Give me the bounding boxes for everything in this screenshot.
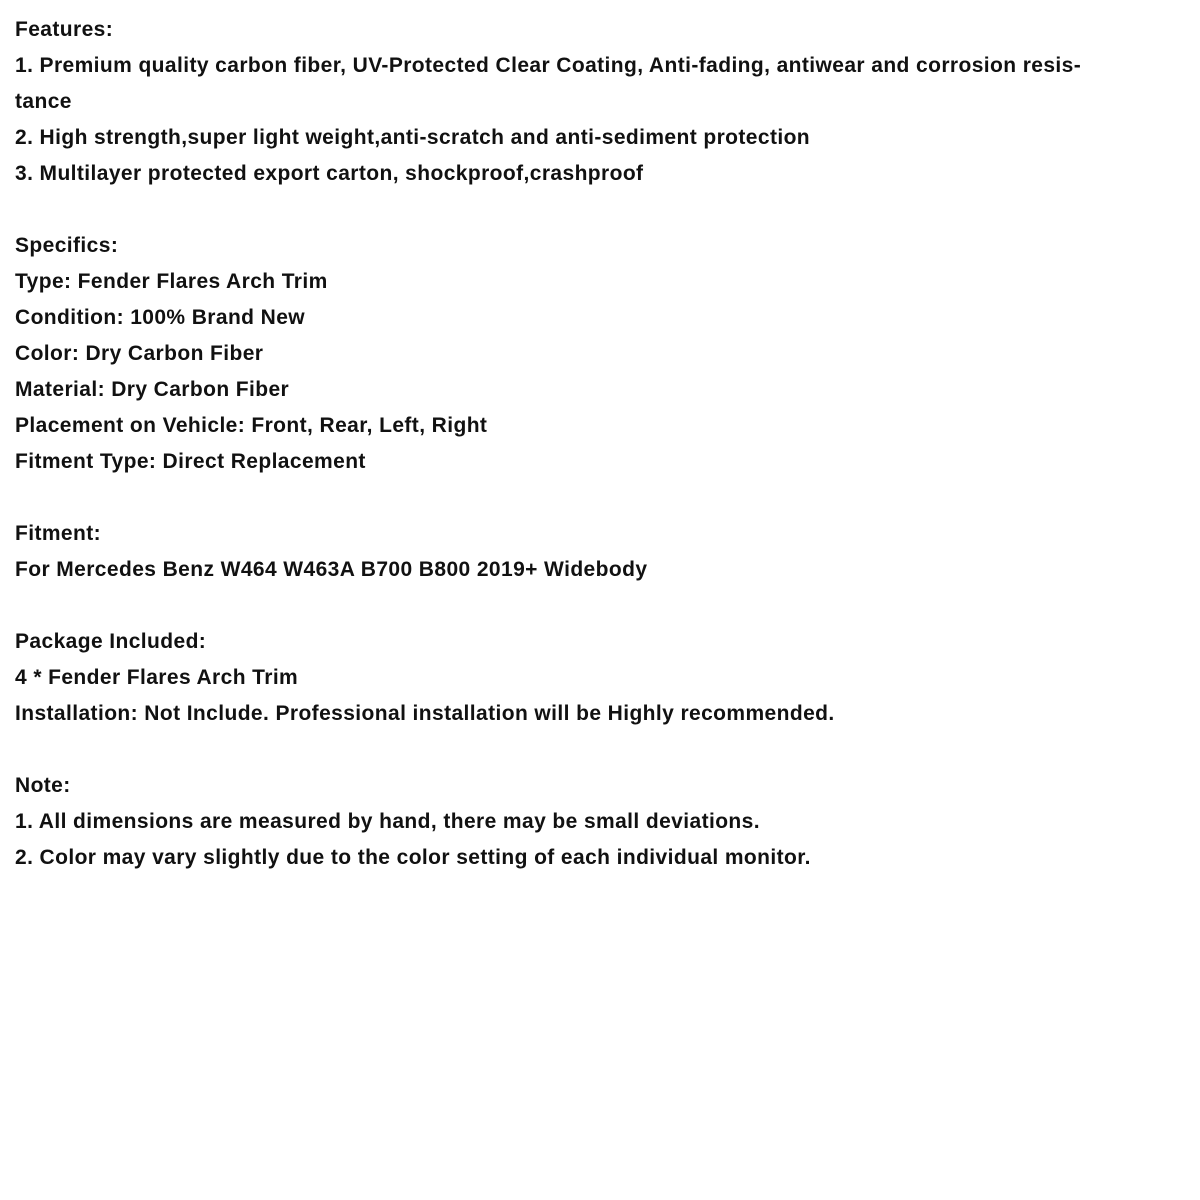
fitment-vehicle: For Mercedes Benz W464 W463A B700 B800 2019+ Widebody — [15, 558, 648, 581]
note-heading: Note: — [15, 774, 71, 797]
section-spacer — [15, 480, 1185, 516]
specifics-heading: Specifics: — [15, 234, 119, 257]
specifics-material: Material: Dry Carbon Fiber — [15, 378, 290, 401]
section-spacer — [15, 192, 1185, 228]
specifics-type: Type: Fender Flares Arch Trim — [15, 270, 328, 293]
features-item-1-continued: tance — [15, 90, 72, 113]
section-spacer — [15, 732, 1185, 768]
features-item-2: 2. High strength,super light weight,anti-scratch and anti-sediment protection — [15, 126, 811, 149]
features-section — [15, 12, 1185, 192]
package-contents: 4 * Fender Flares Arch Trim — [15, 666, 299, 689]
specifics-fitment-type: Fitment Type: Direct Replacement — [15, 450, 366, 473]
package-section — [15, 624, 1185, 732]
features-heading: Features: — [15, 18, 114, 41]
section-spacer — [15, 588, 1185, 624]
features-item-3: 3. Multilayer protected export carton, shockproof,crashproof — [15, 162, 644, 185]
features-item-1: 1. Premium quality carbon fiber, UV-Protected Clear Coating, Anti-fading, antiwear and corrosion resis- — [15, 54, 1082, 77]
note-item-1: 1. All dimensions are measured by hand, there may be small deviations. — [15, 810, 760, 833]
fitment-section — [15, 516, 1185, 588]
package-installation: Installation: Not Include. Professional installation will be Highly recommended. — [15, 702, 835, 725]
specifics-placement: Placement on Vehicle: Front, Rear, Left, Right — [15, 414, 488, 437]
note-section — [15, 768, 1185, 876]
specifics-section — [15, 228, 1185, 480]
product-description — [15, 12, 1185, 876]
note-item-2: 2. Color may vary slightly due to the color setting of each individual monitor. — [15, 846, 811, 869]
specifics-color: Color: Dry Carbon Fiber — [15, 342, 264, 365]
fitment-heading: Fitment: — [15, 522, 102, 545]
specifics-condition: Condition: 100% Brand New — [15, 306, 306, 329]
package-heading: Package Included: — [15, 630, 207, 653]
